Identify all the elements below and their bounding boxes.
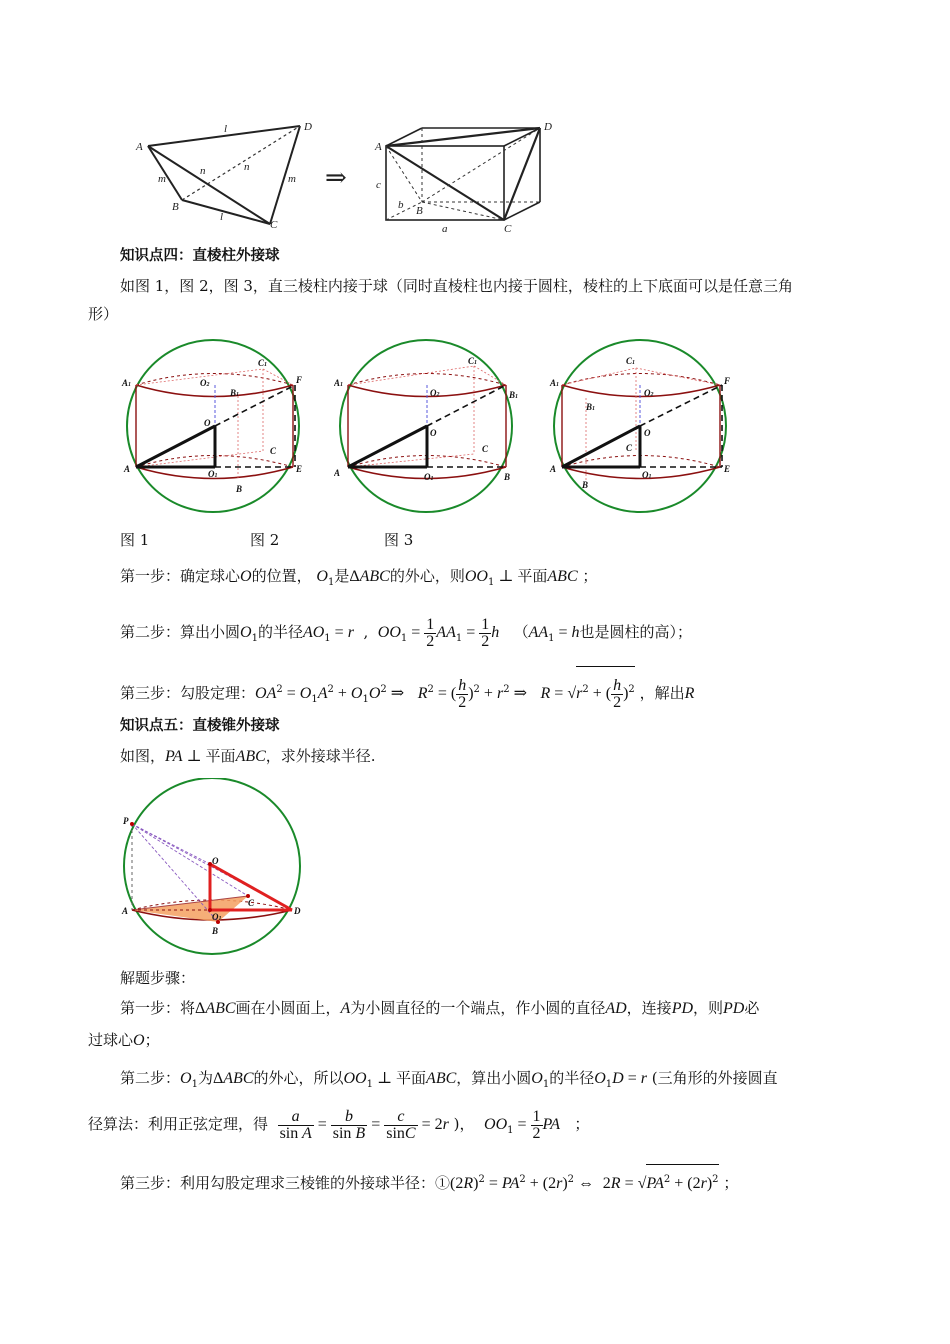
section-title-4: 知识点四：直棱柱外接球 bbox=[120, 248, 280, 264]
figure-1-prism-sphere bbox=[118, 336, 318, 521]
sec5-step1-line2: 过球心O； bbox=[88, 1031, 160, 1049]
pyr-label-A: A bbox=[122, 906, 129, 916]
pyr-label-B: B bbox=[212, 926, 219, 936]
fig3-label-C: C bbox=[626, 443, 633, 453]
fig2-label-A: A bbox=[334, 468, 341, 478]
sec4-step1: 第一步：确定球心O的位置， $O_1$是ΔABC的外心，则$OO_1$ ⊥ 平面ABC ； bbox=[120, 567, 598, 588]
fig1-label-B: B bbox=[236, 484, 243, 494]
fig3-label-F: F bbox=[724, 376, 731, 386]
fig1-label-C: C bbox=[270, 446, 277, 456]
figure-caption-2: 图 2 bbox=[250, 531, 280, 549]
box-label: D bbox=[544, 121, 552, 133]
figure-caption-3: 图 3 bbox=[384, 531, 414, 549]
sec5-intro: 如图，PA ⊥ 平面ABC，求外接球半径. bbox=[120, 747, 376, 765]
sec4-step3: 第三步：勾股定理：$OA^2 = O_1A^2 + O_1O^2$ ⇒ $R^2$ = ( $\frac{h}{2}$ )$^2 + r^2$ ⇒ $R = √r^2$ + ( $\frac{h}{2}$ )$^2$ ，解出R bbox=[120, 666, 694, 722]
fig3-label-B: B bbox=[582, 480, 589, 490]
fig2-label-O: O bbox=[430, 428, 437, 438]
fig3-label-O2: O2 bbox=[644, 388, 654, 398]
fig2-label-C: C bbox=[482, 444, 489, 454]
sec4-intro-line1: 如图 1，图 2，图 3，直三棱柱内接于球（同时直棱柱也内接于圆柱，棱柱的上下底面可以是任意三角 bbox=[120, 277, 793, 295]
fig3-label-O: O bbox=[644, 428, 651, 438]
fig3-label-C1: C1 bbox=[626, 356, 636, 366]
fig1-label-B1: B1 bbox=[230, 388, 240, 398]
fig1-label-O1: O1 bbox=[208, 469, 218, 479]
sec5-step2-line1: 第二步：$O_1$为ΔABC的外心，所以$OO_1$ ⊥ 平面ABC，算出小圆$O_1$的半径$O_1D = r$ (三角形的外接圆直 bbox=[120, 1069, 778, 1090]
box-label: C bbox=[504, 223, 512, 235]
tetra-label: m bbox=[158, 173, 166, 185]
sec5-step2-line2: 径算法：利用正弦定理，得 $\frac{a}{\text{sin A}}$ = $\frac{b}{\text{sin B}}$ = $\frac{c}{\sin C}$ = 2r )， $OO_1$ = $\frac{1}{2}$ PA ； bbox=[88, 1107, 590, 1142]
implies-arrow: ⇒ bbox=[325, 163, 347, 192]
fig1-label-E: E bbox=[296, 464, 303, 474]
figure-caption-1: 图 1 bbox=[120, 531, 150, 549]
fig3-label-O1: O1 bbox=[642, 470, 652, 480]
fig2-label-C1: C1 bbox=[468, 356, 478, 366]
tetra-label: D bbox=[304, 121, 312, 133]
pyr-label-C: C bbox=[248, 898, 255, 908]
fig2-label-A1: A1 bbox=[334, 378, 344, 388]
tetra-label: m bbox=[288, 173, 296, 185]
fig2-label-O1: O1 bbox=[424, 472, 434, 482]
tetra-label: n bbox=[244, 161, 250, 173]
sec4-intro-line2: 形） bbox=[88, 305, 119, 323]
box-label: A bbox=[375, 141, 382, 153]
figure-2-prism-sphere bbox=[334, 336, 534, 521]
section-title-5: 知识点五：直棱锥外接球 bbox=[120, 718, 280, 734]
tetra-label: n bbox=[200, 165, 206, 177]
tetra-label: C bbox=[270, 219, 278, 231]
pyramid-sphere-figure bbox=[118, 778, 308, 958]
figure-3-prism-sphere bbox=[548, 336, 748, 521]
fig3-label-B1: B1 bbox=[586, 402, 596, 412]
fig2-label-B1: B1 bbox=[509, 390, 519, 400]
box-label: a bbox=[442, 223, 448, 235]
fig2-label-O2: O2 bbox=[430, 388, 440, 398]
fig1-label-O: O bbox=[204, 418, 211, 428]
pyr-label-P: P bbox=[123, 816, 129, 826]
box-label: b bbox=[398, 199, 404, 211]
pyr-label-O1: O1 bbox=[212, 912, 222, 922]
pyr-label-D: D bbox=[294, 906, 301, 916]
tetra-label: A bbox=[136, 141, 143, 153]
sec5-step3: 第三步：利用勾股定理求三棱锥的外接球半径：$①(2R)^2 = PA^2 + (2r)^2$ ⇔ $2R = √PA^2 + (2r)^2$ ； bbox=[120, 1164, 738, 1198]
tetra-label: l bbox=[220, 211, 224, 223]
pyr-label-O: O bbox=[212, 856, 219, 866]
tetra-label: l bbox=[224, 123, 228, 135]
tetra-label: B bbox=[172, 201, 179, 213]
fig3-label-E: E bbox=[724, 464, 731, 474]
fig2-label-B: B bbox=[504, 472, 511, 482]
sec5-steps-title: 解题步骤： bbox=[120, 969, 196, 987]
fig3-label-A: A bbox=[550, 464, 557, 474]
fig1-label-A: A bbox=[124, 464, 131, 474]
box-label: c bbox=[376, 179, 381, 191]
tetra-to-box-figure bbox=[120, 108, 570, 238]
fig3-label-A1: A1 bbox=[550, 378, 560, 388]
fig1-label-C1: C1 bbox=[258, 358, 268, 368]
fig1-label-A1: A1 bbox=[122, 378, 132, 388]
sec4-step2: 第二步：算出小圆$O_1$的半径$AO_1 = r$ , $OO_1$ = $\frac{1}{2}$ $AA_1$ = $\frac{1}{2}$ h （$AA_1 = h$也是圆柱的高）； bbox=[120, 615, 693, 650]
box-label: B bbox=[416, 205, 423, 217]
fig1-label-O2: O2 bbox=[200, 378, 210, 388]
fig1-label-F: F bbox=[296, 375, 303, 385]
sec5-step1-line1: 第一步：将ΔABC画在小圆面上，A为小圆直径的一个端点，作小圆的直径AD，连接PD，则PD必 bbox=[120, 999, 760, 1017]
